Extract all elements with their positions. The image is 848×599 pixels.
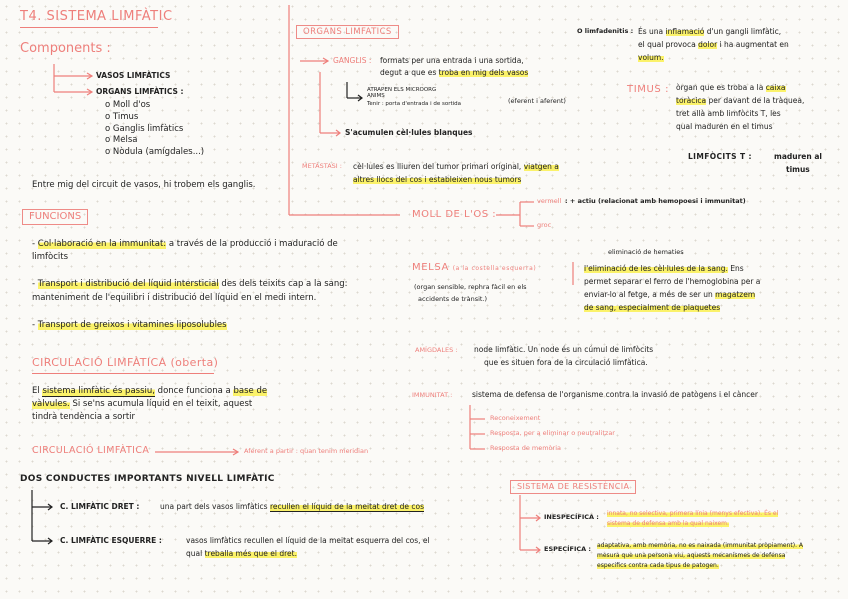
page-title: T4. SISTEMA LIMFÀTIC xyxy=(20,9,173,24)
limfadenitis-label: O limfadenitis : xyxy=(577,27,634,35)
melsa-line4: de sang, especialment de plaquetes xyxy=(584,303,721,312)
circulacio-line2: vàlvules. Si se'ns acumula líquid en el teixit, aquest xyxy=(32,399,253,409)
immunitat-item: Resposta de memòria xyxy=(490,444,561,452)
organ-item: o Timus xyxy=(105,111,139,122)
organ-item: o Nòdula (amígdales...) xyxy=(105,147,205,158)
circulacio-arrow-note: Aferent a partir : quan tenim meridian xyxy=(244,447,369,455)
organ-item: o Moll d'os xyxy=(105,100,151,110)
especifica-line2: mesura que una persona viu, aquests mecanismes de defensa xyxy=(597,552,786,559)
organ-item: o Ganglis limfàtics xyxy=(105,123,184,134)
especifica-line1: adaptativa, amb memòria, no es naixada (immunitat pròpiament). A xyxy=(597,542,804,549)
vasos-limfatics: VASOS LIMFÀTICS xyxy=(96,71,171,80)
circulacio-underline xyxy=(32,373,214,374)
components-heading: Components : xyxy=(20,41,111,56)
limfadenitis-line1: És una inflamació d'un gangli limfàtic, xyxy=(638,27,782,36)
immunitat-item: Reconeixement xyxy=(490,414,541,422)
moll-groc: groc xyxy=(537,221,552,229)
inespecifica-line1: innata, no selectiva, primera línia (menys efectiva). És el xyxy=(607,510,779,517)
resistencia-heading: SISTEMA DE RESISTÈNCIA xyxy=(510,480,636,494)
funcio-item-line2: manteniment de l'equilibri i distribució del líquid en el medi intern. xyxy=(32,293,317,303)
immunitat-item: Resposta, per a eliminar o neutralitzar xyxy=(490,429,615,437)
immunitat-label: IMMUNITAT : xyxy=(412,391,453,399)
melsa-label: MELSA (a la costella esquerra) xyxy=(412,262,537,273)
inespecifica-line2: sistema de defensa amb la qual naixem. xyxy=(607,520,729,527)
conducte-esquerre-line2: qual treballa més que el dret. xyxy=(186,549,297,558)
inespecifica-label: INESPECÍFICA : xyxy=(544,513,599,521)
funcio-item: - Transport i distribució del líquid intersticial des dels teixits cap a la sang: xyxy=(32,279,348,289)
moll-label: MOLL DE L'OS : xyxy=(412,209,497,220)
timus-line4: qual maduren en el timus xyxy=(676,122,773,131)
melsa-line2: permet separar el ferro de l'hemoglobina per a xyxy=(584,277,761,286)
circulacio-arrow-heading: CIRCULACIÓ LIMFÀTICA xyxy=(32,445,150,456)
metastasi-line2: altres llocs del cos i estableixen nous tumors xyxy=(353,175,522,184)
especifica-label: ESPECÍFICA : xyxy=(544,545,592,553)
funcio-item: - Col·laboració en la immunitat: a través de la producció i maduració de xyxy=(32,239,338,249)
moll-vermell-note: : + actiu (relacionat amb hemopoesi i immunitat) xyxy=(565,197,746,205)
ganglis-line1: formats per una entrada i una sortida, xyxy=(380,56,524,65)
circulacio-line1: El sistema limfàtic és passiu, donce funciona a base de xyxy=(32,386,268,396)
funcio-item: - Transport de greixos i vitamines liposolubles xyxy=(32,320,227,330)
ganglis-line2: degut a que es troba en mig dels vasos xyxy=(380,68,529,77)
conducte-esquerre-label: C. LIMFÀTIC ESQUERRE : xyxy=(60,536,162,545)
conducte-esquerre-line1: vasos limfàtics recullen el líquid de la meitat esquerra del cos, el xyxy=(186,536,430,545)
timus-line3: tret allà amb limfòcits T, les xyxy=(676,109,781,118)
limfadenitis-line2: el qual provoca dolor i ha augmentat en xyxy=(638,40,789,49)
organs-heading: ORGANS LIMFATICS xyxy=(296,25,399,39)
especifica-line3: especifics contra cada tipus de patogen. xyxy=(597,562,719,569)
metastasi-label: METÀSTASI : xyxy=(302,162,342,170)
moll-vermell: vermell xyxy=(537,197,562,205)
amigdales-line1: node limfàtic. Un node és un cúmul de limfòcits xyxy=(474,345,654,354)
timus-label: TIMUS : xyxy=(627,84,670,95)
timus-line2: toràcica per davant de la tràquea, xyxy=(676,96,805,105)
funcio-item-line2: limfòcits xyxy=(32,252,68,262)
amigdales-line2: que es situen fora de la circulació limfàtica. xyxy=(484,358,648,367)
title-underline xyxy=(20,27,158,28)
immunitat-line1: sistema de defensa de l'organisme contra la invasió de patògens i el càncer xyxy=(472,390,758,399)
ganglis-acumula: S'acumulen cèl·lules blanques xyxy=(345,128,473,137)
funcions-heading: FUNCIONS xyxy=(22,209,88,225)
melsa-paren1: (organ sensible, rephra fàcil en els xyxy=(414,283,527,291)
timus-line1: òrgan que es troba a la caixa xyxy=(676,83,786,92)
limfocits-text2: timus xyxy=(786,165,810,174)
amigdales-label: AMÍGDALES : xyxy=(415,346,458,354)
melsa-line1: l'eliminació de les cèl·lules de la sang. Ens xyxy=(584,264,744,273)
ganglis-sub-paren: (eferent i aferent) xyxy=(508,97,566,105)
metastasi-line1: cèl·lules es lliuren del tumor primari original, viatgen a xyxy=(353,162,559,171)
conducte-dret-label: C. LIMFÀTIC DRET : xyxy=(60,502,140,511)
melsa-paren2: accidents de trànsit.) xyxy=(418,295,488,303)
dos-conductes-heading: DOS CONDUCTES IMPORTANTS NIVELL LIMFÀTIC xyxy=(20,474,275,484)
circulacio-line3: tindrà tendència a sortir xyxy=(32,412,136,422)
limfadenitis-line3: volum. xyxy=(638,53,664,62)
organ-item: o Melsa xyxy=(105,135,138,146)
limfocits-label: LIMFÒCITS T : xyxy=(688,152,752,161)
ganglis-label: GANGLIS : xyxy=(333,56,372,65)
conducte-dret-text: una part dels vasos limfàtics recullen el líquid de la meitat dret de cos xyxy=(160,502,424,511)
melsa-line3: enviar-lo al fetge, a més de ser un magatzem xyxy=(584,290,756,299)
organs-limfatics: ORGANS LIMFÀTICS : xyxy=(96,87,184,96)
components-note: Entre mig del circuit de vasos, hi trobem els ganglis. xyxy=(32,180,256,190)
limfocits-text1: maduren al xyxy=(774,152,822,161)
ganglis-sub2: Tenir : porta d'entrada i de sortida xyxy=(367,101,462,107)
melsa-top-note: eliminació de hematies xyxy=(608,248,684,256)
ganglis-sub1: ATRAPEN ELS MICROORG ANIMS xyxy=(367,87,437,100)
organ-list xyxy=(105,101,204,158)
circulacio-heading: CIRCULACIÓ LIMFÀTICA (oberta) xyxy=(32,356,219,369)
